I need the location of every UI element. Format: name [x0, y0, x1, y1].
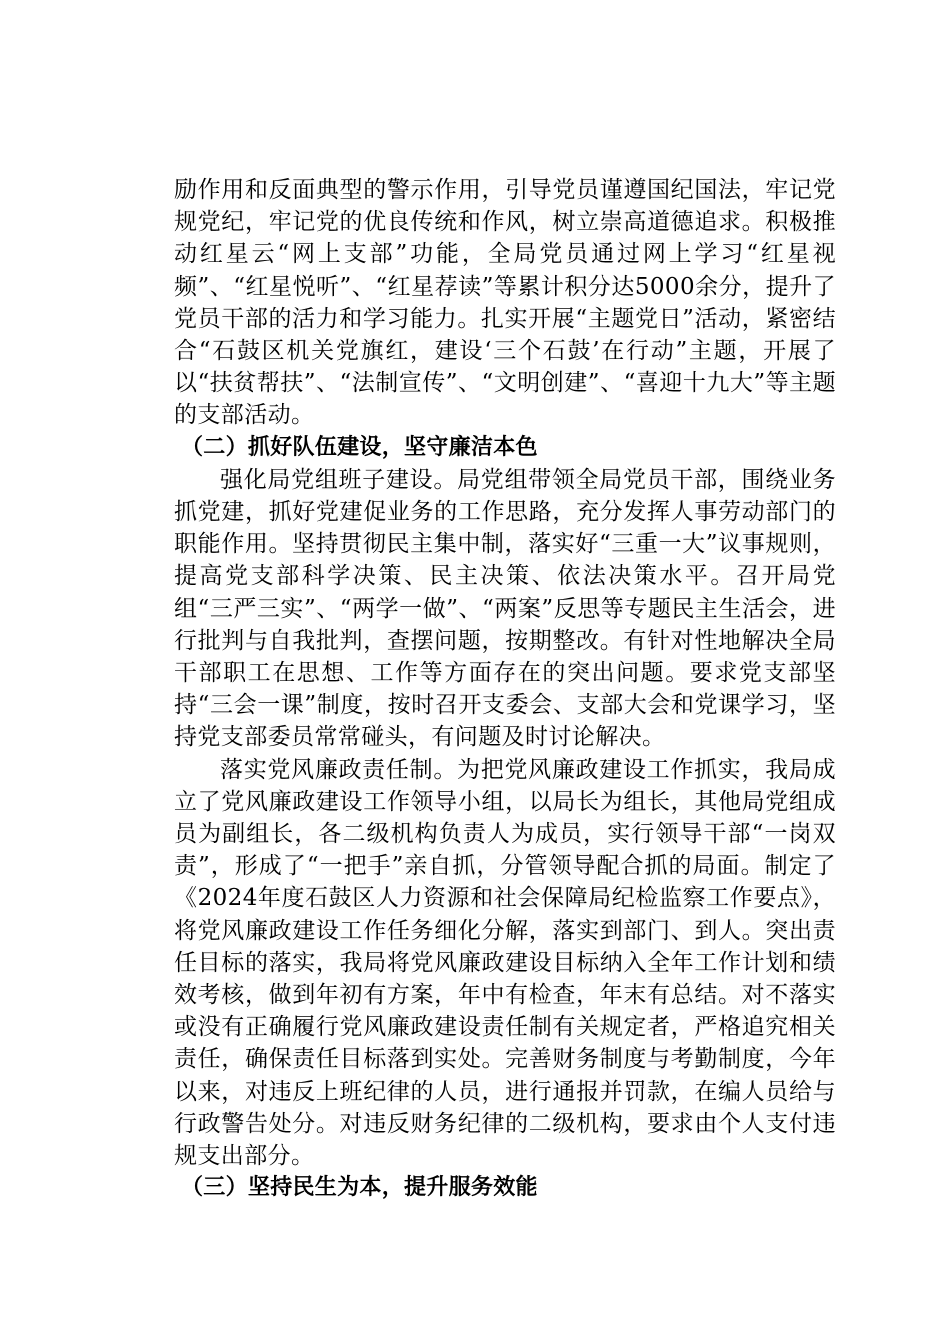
- document-body: [174, 174, 836, 1205]
- section-heading-3: （三）坚持民生为本，提升服务效能: [181, 1175, 538, 1201]
- paragraph-party-leadership: 强化局党组班子建设。局党组带领全局党员干部，围绕业务抓党建，抓好党建促业务的工作思路，充分发挥人事劳动部门的职能作用。坚持贯彻民主集中制，落实好“三重一大”议事规则，提高党支部科学决策、民主决策、依法决策水平。召开局党组“三严三实”、“两学一做”、“两案”反思等专题民主生活会，进行批判与自我批判，查摆问题，按期整改。有针对性地解决全局干部职工在思想、工作等方面存在的突出问题。要求党支部坚持“三会一课”制度，按时召开支委会、支部大会和党课学习，坚持党支部委员常常碰头，有问题及时讨论解决。: [174, 466, 836, 751]
- paragraph-continuation: 励作用和反面典型的警示作用，引导党员谨遵国纪国法，牢记党规党纪，牢记党的优良传统和作风，树立崇高道德追求。积极推动红星云“网上支部”功能，全局党员通过网上学习“红星视频”、“红星悦听”、“红星荐读”等累计积分达5000余分，提升了党员干部的活力和学习能力。扎实开展“主题党日”活动，紧密结合“石鼓区机关党旗红，建设‘三个石鼓’在行动”主题，开展了以“扶贫帮扶”、“法制宣传”、“文明创建”、“喜迎十九大”等主题的支部活动。: [174, 177, 836, 429]
- paragraph-integrity-responsibility: 落实党风廉政责任制。为把党风廉政建设工作抓实，我局成立了党风廉政建设工作领导小组，以局长为组长，其他局党组成员为副组长，各二级机构负责人为成员，实行领导干部“一岗双责”，形成了“一把手”亲自抓，分管领导配合抓的局面。制定了《2024年度石鼓区人力资源和社会保障局纪检监察工作要点》，将党风廉政建设工作任务细化分解，落实到部门、到人。突出责任目标的落实，我局将党风廉政建设目标纳入全年工作计划和绩效考核，做到年初有方案，年中有检查，年末有总结。对不落实或没有正确履行党风廉政建设责任制有关规定者，严格追究相关责任，确保责任目标落到实处。完善财务制度与考勤制度，今年以来，对违反上班纪律的人员，进行通报并罚款，在编人员给与行政警告处分。对违反财务纪律的二级机构，要求由个人支付违规支出部分。: [174, 756, 836, 1170]
- section-heading-2: （二）抓好队伍建设，坚守廉洁本色: [181, 434, 538, 460]
